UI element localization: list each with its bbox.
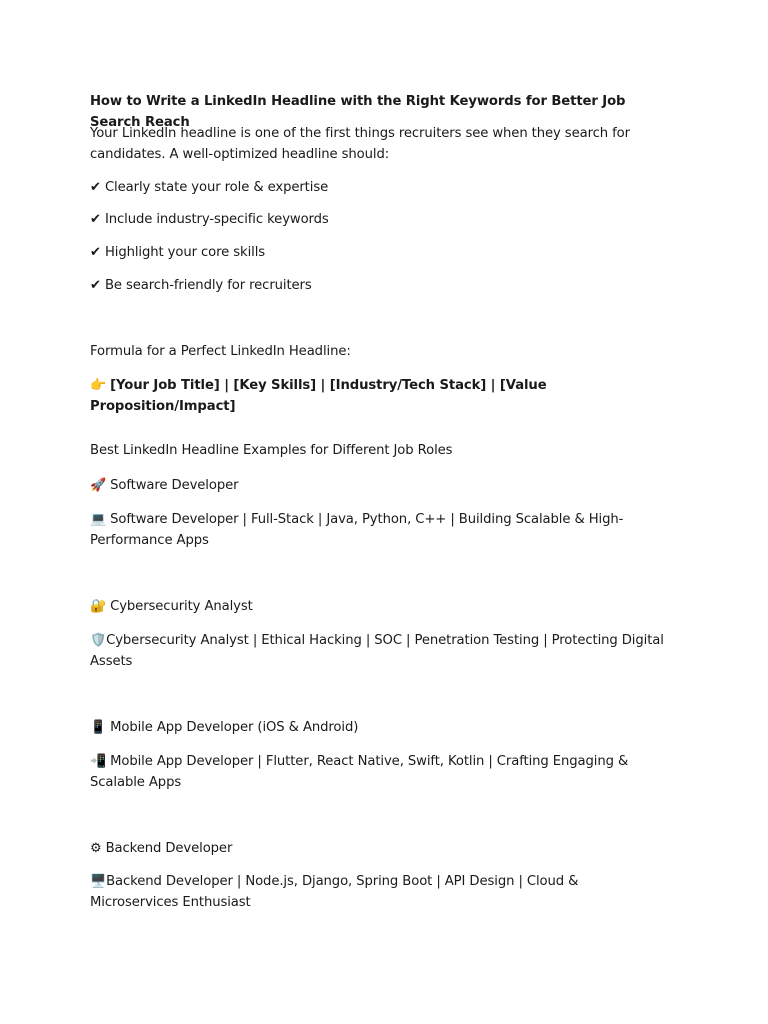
role-example-text: Software Developer | Full-Stack | Java, Python, C++ | Building Scalable & High-Performance Apps xyxy=(90,512,624,548)
role-example xyxy=(90,509,630,551)
role-title: Backend Developer xyxy=(105,841,233,856)
checklist-item-text: Clearly state your role & expertise xyxy=(104,180,329,195)
role-heading xyxy=(90,838,680,859)
checkmark-icon: ✔ xyxy=(90,245,101,260)
mobile-arrow-icon: 📲 xyxy=(90,754,107,769)
checklist-item xyxy=(90,275,680,296)
checklist-item-text: Highlight your core skills xyxy=(104,245,266,260)
role-example xyxy=(90,751,680,793)
desktop-computer-icon: 🖥️ xyxy=(90,874,107,889)
checklist-item-text: Be search-friendly for recruiters xyxy=(104,278,312,293)
role-example-text: Backend Developer | Node.js, Django, Spring Boot | API Design | Cloud & Microservices Enthusiast xyxy=(90,874,579,910)
intro-paragraph: Your LinkedIn headline is one of the first things recruiters see when they search for candidates. A well-optimized headline should: xyxy=(90,126,630,162)
laptop-icon: 💻 xyxy=(90,512,107,527)
mobile-phone-icon: 📱 xyxy=(90,720,107,735)
formula-text: [Your Job Title] | [Key Skills] | [Industry/Tech Stack] | [Value Proposition/Impact] xyxy=(90,378,547,414)
shield-icon: 🛡️ xyxy=(90,633,107,648)
checklist-item xyxy=(90,209,680,230)
role-example xyxy=(90,630,665,672)
formula-heading: Formula for a Perfect LinkedIn Headline: xyxy=(90,344,351,359)
checkmark-icon: ✔ xyxy=(90,212,101,227)
examples-heading: Best LinkedIn Headline Examples for Different Job Roles xyxy=(90,443,453,458)
role-example-text: Mobile App Developer | Flutter, React Native, Swift, Kotlin | Crafting Engaging & Scalable Apps xyxy=(90,754,629,790)
role-example xyxy=(90,871,665,913)
checkmark-icon: ✔ xyxy=(90,278,101,293)
gear-icon: ⚙ xyxy=(90,841,102,856)
role-heading xyxy=(90,596,680,617)
checkmark-icon: ✔ xyxy=(90,180,101,195)
role-example-text: Cybersecurity Analyst | Ethical Hacking | SOC | Penetration Testing | Protecting Digital Assets xyxy=(90,633,664,669)
role-title: Mobile App Developer (iOS & Android) xyxy=(110,720,359,735)
rocket-icon: 🚀 xyxy=(90,478,107,493)
role-title: Cybersecurity Analyst xyxy=(110,599,253,614)
role-heading xyxy=(90,475,680,496)
checklist-item xyxy=(90,242,680,263)
checklist-item-text: Include industry-specific keywords xyxy=(104,212,329,227)
article-title: How to Write a LinkedIn Headline with the Right Keywords for Better Job Search Reach xyxy=(90,94,626,130)
formula-line xyxy=(90,375,690,417)
lock-key-icon: 🔐 xyxy=(90,599,107,614)
role-heading xyxy=(90,717,680,738)
pointing-hand-icon: 👉 xyxy=(90,378,107,393)
role-title: Software Developer xyxy=(110,478,239,493)
checklist-item xyxy=(90,177,680,198)
